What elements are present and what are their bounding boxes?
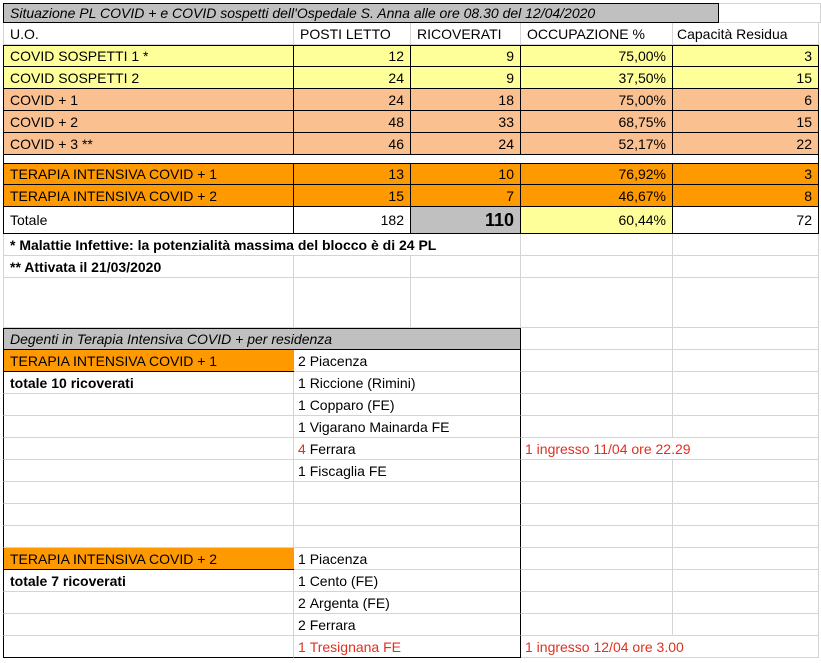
grid-cell[interactable]: [673, 328, 819, 350]
header-uo[interactable]: U.O.: [3, 23, 294, 45]
cell-occupazione[interactable]: 75,00%: [521, 45, 673, 67]
entry-count: 1: [298, 638, 306, 655]
cell-ricoverati[interactable]: 24: [411, 133, 521, 155]
grid-spacer: [3, 155, 819, 163]
grid-cell[interactable]: [521, 460, 673, 482]
list-item: [0, 416, 821, 438]
cell-ricoverati[interactable]: 9: [411, 67, 521, 89]
entry-place: Tresignana FE: [309, 638, 401, 655]
entry-place: Fiscaglia FE: [309, 462, 387, 479]
totale-label[interactable]: Totale: [3, 207, 294, 234]
grid-cell[interactable]: [294, 256, 411, 278]
cell-uo[interactable]: COVID + 1: [3, 89, 294, 111]
grid-cell[interactable]: [521, 350, 673, 372]
grid-cell[interactable]: [673, 278, 819, 328]
cell-ricoverati[interactable]: 33: [411, 111, 521, 133]
header-capacita-residua[interactable]: Capacità Residua: [673, 23, 819, 45]
note-line-2[interactable]: ** Attivata il 21/03/2020: [3, 256, 294, 278]
grid-cell[interactable]: [294, 526, 521, 548]
cell-occupazione[interactable]: 52,17%: [521, 133, 673, 155]
entry-count: 1: [298, 374, 306, 391]
table-row: [0, 185, 821, 207]
totale-posti[interactable]: 182: [294, 207, 411, 234]
entry-count: 1: [298, 418, 306, 435]
entry-place: Ferrara: [309, 616, 356, 633]
grid-cell[interactable]: [3, 526, 294, 548]
grid-cell[interactable]: [3, 636, 294, 658]
entry-place: Vigarano Mainarda FE: [309, 418, 450, 435]
note-line-1[interactable]: * Malattie Infettive: la potenzialità massima del blocco è di 24 PL: [3, 234, 521, 256]
entry-count: 2: [298, 352, 306, 369]
grid-cell[interactable]: [673, 416, 819, 438]
header-occupazione[interactable]: OCCUPAZIONE %: [521, 23, 673, 45]
grid-cell[interactable]: [521, 416, 673, 438]
grid-cell[interactable]: [294, 278, 411, 328]
ti2-ingresso-note[interactable]: 1 ingresso 12/04 ore 3.00: [521, 636, 819, 658]
cell-occupazione[interactable]: 76,92%: [521, 163, 673, 185]
list-item: [0, 438, 821, 460]
ti2-entry[interactable]: [294, 614, 521, 636]
entry-count: 2: [298, 594, 306, 611]
ti1-entry[interactable]: [294, 460, 521, 482]
entry-count: 1: [298, 462, 306, 479]
grid-cell[interactable]: [3, 438, 294, 460]
totale-ricoverati[interactable]: 110: [411, 207, 521, 234]
table-row: [0, 133, 821, 155]
ti1-entry[interactable]: [294, 416, 521, 438]
cell-occupazione[interactable]: 68,75%: [521, 111, 673, 133]
entry-place: Argenta (FE): [309, 594, 390, 611]
table-row: [0, 45, 821, 67]
list-item: [0, 350, 821, 372]
ti2-label[interactable]: TERAPIA INTENSIVA COVID + 2: [3, 548, 294, 570]
header-ricoverati[interactable]: RICOVERATI: [411, 23, 521, 45]
list-item: [0, 548, 821, 570]
residenza-title[interactable]: Degenti in Terapia Intensiva COVID + per residenza: [3, 328, 521, 350]
cell-uo[interactable]: COVID SOSPETTI 1 *: [3, 45, 294, 67]
list-item: [0, 372, 821, 394]
list-item: [0, 394, 821, 416]
grid-cell[interactable]: [521, 548, 673, 570]
grid-cell[interactable]: [3, 278, 294, 328]
grid-cell[interactable]: [521, 234, 673, 256]
entry-count: 1: [298, 550, 306, 567]
list-item: [0, 570, 821, 592]
grid-cell[interactable]: [673, 592, 819, 614]
entry-place: Piacenza: [309, 550, 368, 567]
sheet-title[interactable]: Situazione PL COVID + e COVID sospetti dell'Ospedale S. Anna alle ore 08.30 del 12/04/2020: [3, 3, 719, 23]
grid-cell[interactable]: [3, 482, 294, 504]
grid-cell[interactable]: [673, 548, 819, 570]
grid-cell[interactable]: [521, 526, 673, 548]
grid-cell[interactable]: [521, 482, 673, 504]
ti1-entry[interactable]: [294, 438, 521, 460]
grid-cell[interactable]: [3, 394, 294, 416]
grid-cell[interactable]: [521, 504, 673, 526]
grid-cell[interactable]: [719, 3, 821, 23]
cell-residua[interactable]: 3: [673, 45, 819, 67]
grid-cell[interactable]: [673, 350, 819, 372]
grid-cell[interactable]: [673, 526, 819, 548]
grid-cell[interactable]: [294, 482, 521, 504]
ti2-entry[interactable]: [294, 592, 521, 614]
cell-residua[interactable]: 15: [673, 67, 819, 89]
entry-place: Ferrara: [309, 440, 356, 457]
entry-place: Riccione (Rimini): [309, 374, 416, 391]
grid-cell[interactable]: [3, 460, 294, 482]
cell-ricoverati[interactable]: 9: [411, 45, 521, 67]
list-item: [0, 592, 821, 614]
cell-uo[interactable]: COVID SOSPETTI 2: [3, 67, 294, 89]
grid-cell[interactable]: [673, 614, 819, 636]
table-row: [0, 163, 821, 185]
cell-posti[interactable]: 12: [294, 45, 411, 67]
ti1-totale[interactable]: totale 10 ricoverati: [3, 372, 294, 394]
totale-residua[interactable]: 72: [673, 207, 819, 234]
cell-occupazione[interactable]: 46,67%: [521, 185, 673, 207]
cell-uo[interactable]: COVID + 2: [3, 111, 294, 133]
ti2-entry[interactable]: [294, 548, 521, 570]
cell-uo[interactable]: COVID + 3 **: [3, 133, 294, 155]
grid-cell[interactable]: [673, 570, 819, 592]
cell-residua[interactable]: 22: [673, 133, 819, 155]
grid-cell[interactable]: [3, 416, 294, 438]
table-row: [0, 111, 821, 133]
grid-cell[interactable]: [3, 614, 294, 636]
cell-uo[interactable]: TERAPIA INTENSIVA COVID + 2: [3, 185, 294, 207]
entry-place: Piacenza: [309, 352, 368, 369]
grid-cell[interactable]: [521, 328, 673, 350]
list-item: [0, 614, 821, 636]
totals-row: [0, 207, 821, 234]
cell-ricoverati[interactable]: 18: [411, 89, 521, 111]
grid-cell[interactable]: [673, 482, 819, 504]
grid-cell[interactable]: [673, 504, 819, 526]
table-row: [0, 89, 821, 111]
totale-occupazione[interactable]: 60,44%: [521, 207, 673, 234]
table-row: [0, 67, 821, 89]
entry-place: Cento (FE): [309, 572, 379, 589]
ti1-ingresso-note[interactable]: 1 ingresso 11/04 ore 22.29: [521, 438, 819, 460]
cell-posti[interactable]: 48: [294, 111, 411, 133]
grid-cell[interactable]: [521, 278, 673, 328]
entry-count: 2: [298, 616, 306, 633]
cell-posti[interactable]: 24: [294, 89, 411, 111]
list-item: [0, 636, 821, 658]
grid-cell[interactable]: [521, 256, 673, 278]
grid-cell[interactable]: [673, 256, 819, 278]
grid-cell[interactable]: [411, 278, 521, 328]
grid-cell[interactable]: [673, 460, 819, 482]
grid-cell[interactable]: [673, 372, 819, 394]
grid-cell[interactable]: [411, 256, 521, 278]
ti1-label[interactable]: TERAPIA INTENSIVA COVID + 1: [3, 350, 294, 372]
grid-cell[interactable]: [3, 592, 294, 614]
grid-cell[interactable]: [521, 570, 673, 592]
cell-posti[interactable]: 15: [294, 185, 411, 207]
ti1-entry[interactable]: [294, 394, 521, 416]
cell-ricoverati[interactable]: 10: [411, 163, 521, 185]
cell-uo[interactable]: TERAPIA INTENSIVA COVID + 1: [3, 163, 294, 185]
ti1-entry[interactable]: [294, 350, 521, 372]
ti2-entry[interactable]: [294, 636, 521, 658]
ti2-totale[interactable]: totale 7 ricoverati: [3, 570, 294, 592]
cell-ricoverati[interactable]: 7: [411, 185, 521, 207]
cell-posti[interactable]: 24: [294, 67, 411, 89]
ti1-entry[interactable]: [294, 372, 521, 394]
grid-cell[interactable]: [294, 504, 521, 526]
grid-cell[interactable]: [521, 394, 673, 416]
entry-count: 1: [298, 396, 306, 413]
grid-cell[interactable]: [521, 592, 673, 614]
cell-posti[interactable]: 13: [294, 163, 411, 185]
grid-cell[interactable]: [3, 504, 294, 526]
cell-posti[interactable]: 46: [294, 133, 411, 155]
grid-cell[interactable]: [521, 372, 673, 394]
cell-residua[interactable]: 6: [673, 89, 819, 111]
entry-count: 4: [298, 440, 306, 457]
header-posti-letto[interactable]: POSTI LETTO: [294, 23, 411, 45]
grid-cell[interactable]: [673, 394, 819, 416]
entry-place: Copparo (FE): [309, 396, 395, 413]
grid-cell[interactable]: [521, 614, 673, 636]
entry-count: 1: [298, 572, 306, 589]
cell-residua[interactable]: 3: [673, 163, 819, 185]
cell-residua[interactable]: 8: [673, 185, 819, 207]
list-item: [0, 460, 821, 482]
cell-occupazione[interactable]: 75,00%: [521, 89, 673, 111]
cell-occupazione[interactable]: 37,50%: [521, 67, 673, 89]
ti2-entry[interactable]: [294, 570, 521, 592]
grid-cell[interactable]: [673, 234, 819, 256]
cell-residua[interactable]: 15: [673, 111, 819, 133]
